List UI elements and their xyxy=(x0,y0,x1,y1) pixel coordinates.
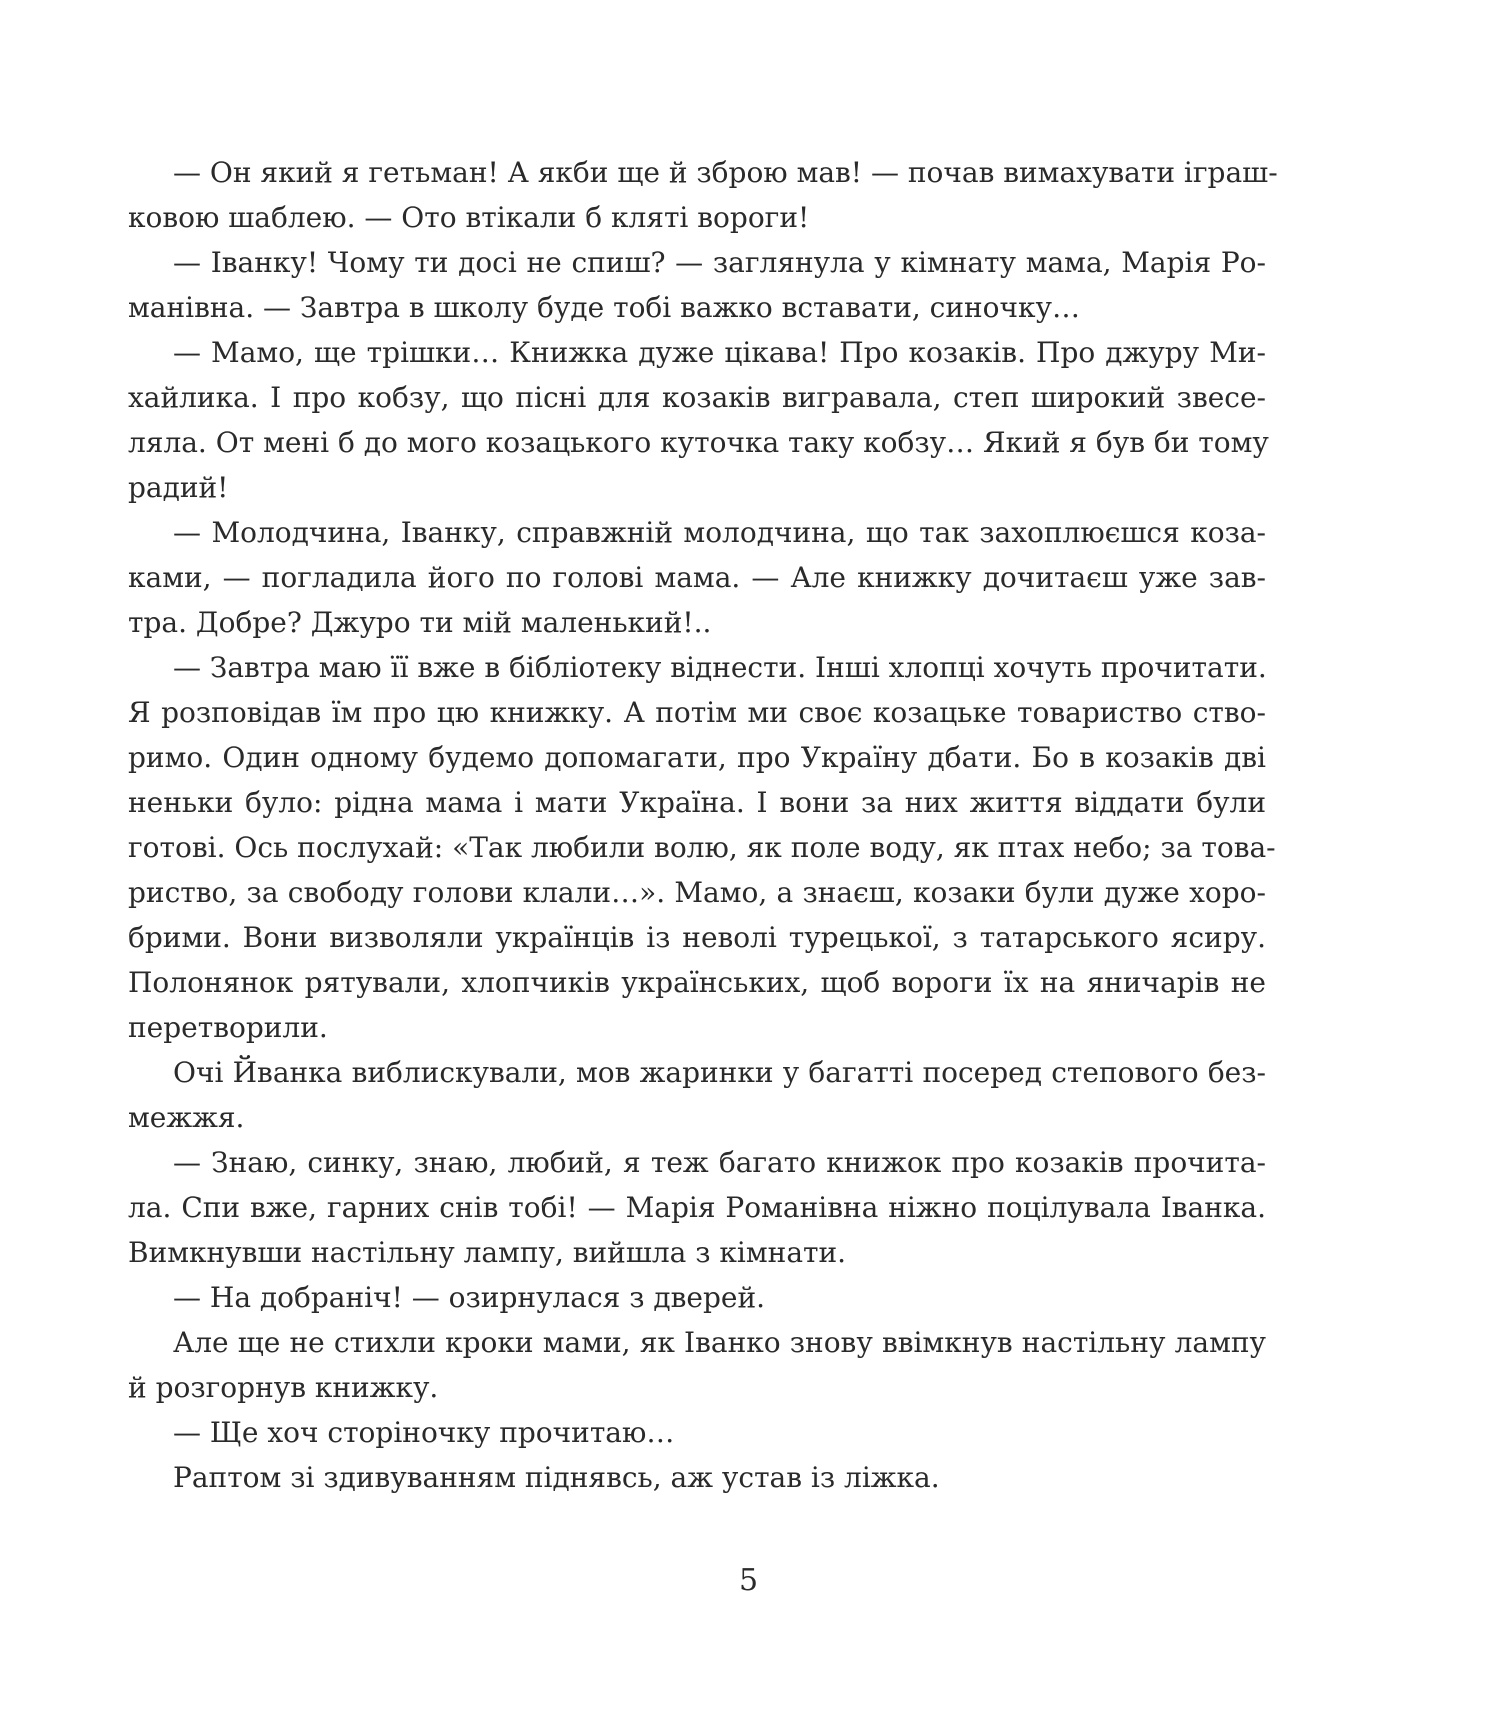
text-line: манівна. — Завтра в школу буде тобі важко вставати, синочку… xyxy=(128,291,1080,324)
text-line: — На добраніч! — озирнулася з дверей. xyxy=(173,1281,766,1314)
text-line: ла. Спи вже, гарних снів тобі! — Марія Романівна ніжно поцілувала Іванка. xyxy=(128,1191,1266,1224)
text-line: ками, — погладила його по голові мама. — Але книжку дочитаєш уже зав- xyxy=(128,561,1266,594)
text-line: перетворили. xyxy=(128,1011,328,1044)
text-line: — Он який я гетьман! А якби ще й зброю мав! — почав вимахувати іграш- xyxy=(173,156,1278,189)
text-line: брими. Вони визволяли українців із неволі турецької, з татарського ясиру. xyxy=(128,921,1266,954)
text-line: радий! xyxy=(128,471,229,504)
text-line: риство, за свободу голови клали…». Мамо, а знаєш, козаки були дуже хоро- xyxy=(128,876,1266,909)
text-line: — Молодчина, Іванку, справжній молодчина, що так захоплюєшся коза- xyxy=(173,516,1266,549)
text-line: неньки було: рідна мама і мати Україна. І вони за них життя віддати були xyxy=(128,786,1266,819)
text-line: Але ще не стихли кроки мами, як Іванко знову ввімкнув настільну лампу xyxy=(173,1326,1266,1359)
text-line: межжя. xyxy=(128,1101,245,1134)
text-line: ляла. От мені б до мого козацького куточка таку кобзу… Який я був би тому xyxy=(128,426,1269,459)
text-line: хайлика. І про кобзу, що пісні для козаків вигравала, степ широкий звесе- xyxy=(128,381,1266,414)
text-line: — Мамо, ще трішки… Книжка дуже цікава! Про козаків. Про джуру Ми- xyxy=(173,336,1266,369)
page-body xyxy=(128,150,1278,1500)
page-number: 5 xyxy=(738,1563,759,1598)
text-line: — Іванку! Чому ти досі не спиш? — заглянула у кімнату мама, Марія Ро- xyxy=(173,246,1266,279)
text-line: — Завтра маю її вже в бібліотеку віднести. Інші хлопці хочуть прочитати. xyxy=(173,651,1267,684)
text-line: Я розповідав їм про цю книжку. А потім ми своє козацьке товариство ство- xyxy=(128,696,1266,729)
text-line: Полонянок рятували, хлопчиків українських, щоб вороги їх на яничарів не xyxy=(128,966,1266,999)
text-line: Раптом зі здивуванням піднявсь, аж устав із ліжка. xyxy=(173,1461,940,1494)
text-line: Очі Йванка виблискували, мов жаринки у багатті посеред степового без- xyxy=(173,1056,1266,1089)
text-line: ковою шаблею. — Ото втікали б кляті вороги! xyxy=(128,201,810,234)
text-line: тра. Добре? Джуро ти мій маленький!.. xyxy=(128,606,712,639)
text-line: — Ще хоч сторіночку прочитаю… xyxy=(173,1416,675,1449)
text-line: Вимкнувши настільну лампу, вийшла з кімнати. xyxy=(128,1236,847,1269)
text-line: — Знаю, синку, знаю, любий, я теж багато книжок про козаків прочита- xyxy=(173,1146,1266,1179)
text-line: готові. Ось послухай: «Так любили волю, як поле воду, як птах небо; за това- xyxy=(128,831,1276,864)
text-line: римо. Один одному будемо допомагати, про Україну дбати. Бо в козаків дві xyxy=(128,741,1266,774)
text-line: й розгорнув книжку. xyxy=(128,1371,439,1404)
